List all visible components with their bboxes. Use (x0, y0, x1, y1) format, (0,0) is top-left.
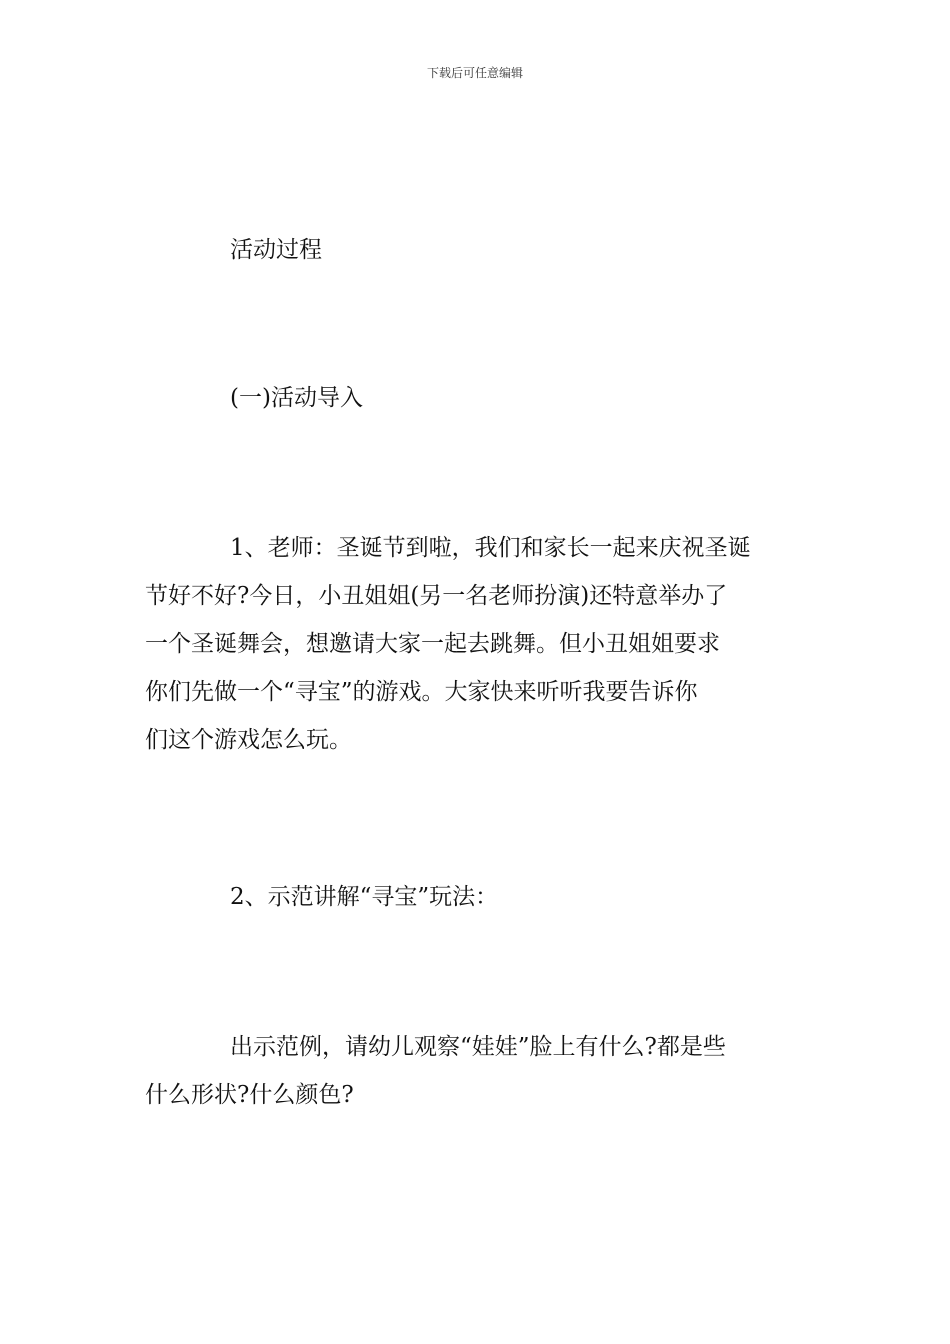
paragraph-1-line: 1、老师：圣诞节到啦，我们和家长一起来庆祝圣诞 (230, 535, 751, 561)
paragraph-3-line: 什么形状?什么颜色? (145, 1082, 354, 1108)
heading-activity-process: 活动过程 (230, 237, 322, 263)
paragraph-1 (145, 524, 810, 764)
paragraph-1-line: 你们先做一个“寻宝”的游戏。大家快来听听我要告诉你 (145, 679, 698, 705)
paragraph-3 (145, 1023, 810, 1119)
paragraph-1-line: 一个圣诞舞会，想邀请大家一起去跳舞。但小丑姐姐要求 (145, 631, 720, 657)
paragraph-1-line: 节好不好?今日，小丑姐姐(另一名老师扮演)还特意举办了 (145, 583, 728, 609)
paragraph-3-line: 出示范例，请幼儿观察“娃娃”脸上有什么?都是些 (230, 1034, 726, 1060)
paragraph-2: 2、示范讲解“寻宝”玩法： (230, 884, 499, 910)
paragraph-1-line: 们这个游戏怎么玩。 (145, 727, 352, 753)
section-title: (一)活动导入 (230, 385, 363, 411)
page-header: 下载后可任意编辑 (426, 66, 523, 80)
